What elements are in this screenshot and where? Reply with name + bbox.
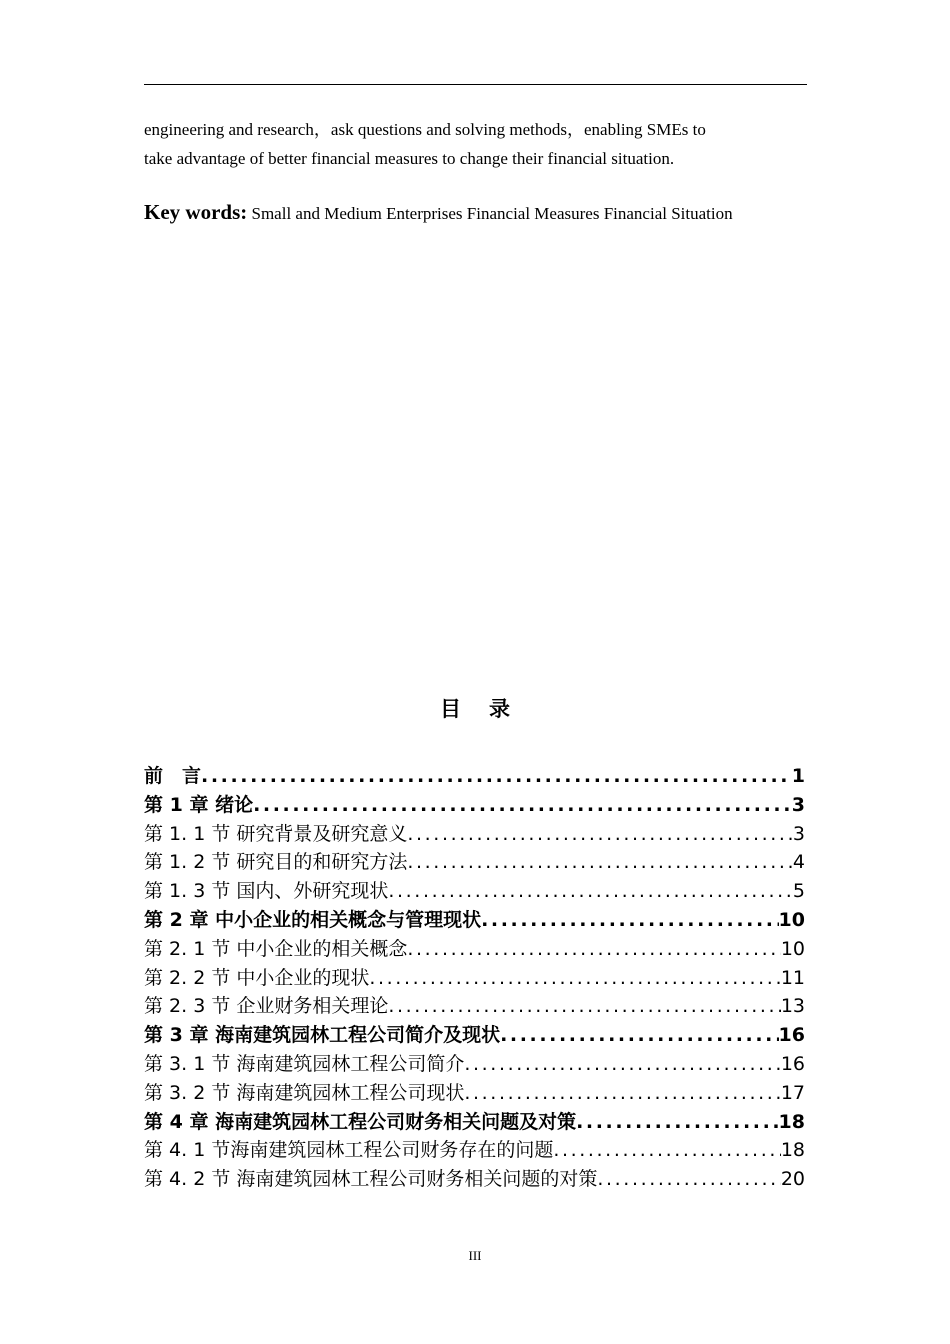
toc-dot-leader [597, 1165, 780, 1194]
toc-entry-title: 第 2. 3 节 企业财务相关理论 [144, 995, 389, 1018]
toc-page-number: 3 [791, 793, 805, 816]
toc-page-number: 17 [780, 1081, 805, 1104]
page-number: III [468, 1248, 482, 1263]
toc-dot-leader [253, 791, 792, 820]
toc-entry-title: 第 1. 3 节 国内、外研究现状 [144, 880, 389, 903]
abstract-line-1: engineering and research，ask questions and solving methods，enabling SMEs to [144, 120, 706, 139]
toc-entry-title: 第 2. 2 节 中小企业的现状 [144, 966, 370, 989]
toc-chapter-row[interactable] [144, 1021, 805, 1050]
toc-entry-title: 第 2 章 中小企业的相关概念与管理现状 [144, 908, 482, 931]
toc-section-row[interactable] [144, 848, 805, 877]
table-of-contents [144, 762, 805, 1194]
toc-dot-leader [464, 1079, 780, 1108]
toc-section-row[interactable] [144, 1136, 805, 1165]
toc-section-row[interactable] [144, 964, 805, 993]
toc-chapter-row[interactable] [144, 1108, 805, 1137]
toc-entry-title: 第 3. 2 节 海南建筑园林工程公司现状 [144, 1081, 465, 1104]
toc-section-row[interactable] [144, 877, 805, 906]
toc-entry-title: 第 4. 1 节海南建筑园林工程公司财务存在的问题 [144, 1139, 554, 1162]
abstract-continuation [144, 115, 807, 173]
toc-page-number: 10 [780, 937, 805, 960]
toc-dot-leader [201, 762, 792, 791]
toc-page-number: 10 [778, 908, 805, 931]
toc-page-number: 5 [792, 880, 805, 903]
toc-entry-title: 第 4 章 海南建筑园林工程公司财务相关问题及对策 [144, 1110, 577, 1133]
toc-page-number: 3 [792, 822, 805, 845]
keywords-text: Small and Medium Enterprises Financial Measures Financial Situation [247, 204, 733, 223]
toc-dot-leader [481, 906, 778, 935]
toc-section-row[interactable] [144, 935, 805, 964]
toc-page-number: 4 [792, 851, 805, 874]
toc-page-number: 1 [791, 765, 805, 787]
toc-dot-leader [388, 992, 780, 1021]
toc-page-number: 18 [778, 1110, 805, 1133]
toc-entry-title: 第 3. 1 节 海南建筑园林工程公司简介 [144, 1052, 465, 1075]
toc-dot-leader [407, 820, 793, 849]
header-rule [144, 84, 807, 85]
toc-dot-leader [576, 1108, 778, 1137]
keywords [144, 200, 824, 225]
toc-page-number: 20 [780, 1168, 805, 1191]
toc-page-number: 16 [778, 1024, 805, 1047]
toc-page-number: 16 [780, 1052, 805, 1075]
toc-entry-title: 第 1. 1 节 研究背景及研究意义 [144, 822, 408, 845]
toc-section-row[interactable] [144, 1165, 805, 1194]
toc-chapter-row[interactable] [144, 762, 805, 791]
toc-dot-leader [407, 848, 793, 877]
keywords-label: Key words: [144, 200, 248, 224]
toc-section-row[interactable] [144, 820, 805, 849]
toc-dot-leader [553, 1136, 780, 1165]
toc-entry-title: 第 1. 2 节 研究目的和研究方法 [144, 851, 408, 874]
toc-entry-title: 第 4. 2 节 海南建筑园林工程公司财务相关问题的对策 [144, 1168, 598, 1191]
toc-chapter-row[interactable] [144, 906, 805, 935]
toc-dot-leader [407, 935, 780, 964]
toc-title: 目录 [440, 697, 538, 721]
toc-dot-leader [464, 1050, 780, 1079]
abstract-line-2: take advantage of better financial measures to change their financial situation. [144, 149, 675, 168]
toc-dot-leader [500, 1021, 778, 1050]
toc-page-number: 11 [780, 966, 805, 989]
toc-dot-leader [369, 964, 780, 993]
toc-section-row[interactable] [144, 1079, 805, 1108]
toc-entry-title: 前 言 [144, 765, 202, 787]
toc-dot-leader [388, 877, 793, 906]
toc-page-number: 18 [780, 1139, 805, 1162]
toc-chapter-row[interactable] [144, 791, 805, 820]
toc-section-row[interactable] [144, 1050, 805, 1079]
toc-entry-title: 第 2. 1 节 中小企业的相关概念 [144, 937, 408, 960]
toc-section-row[interactable] [144, 992, 805, 1021]
toc-page-number: 13 [780, 995, 805, 1018]
toc-entry-title: 第 1 章 绪论 [144, 793, 254, 816]
toc-entry-title: 第 3 章 海南建筑园林工程公司简介及现状 [144, 1024, 501, 1047]
